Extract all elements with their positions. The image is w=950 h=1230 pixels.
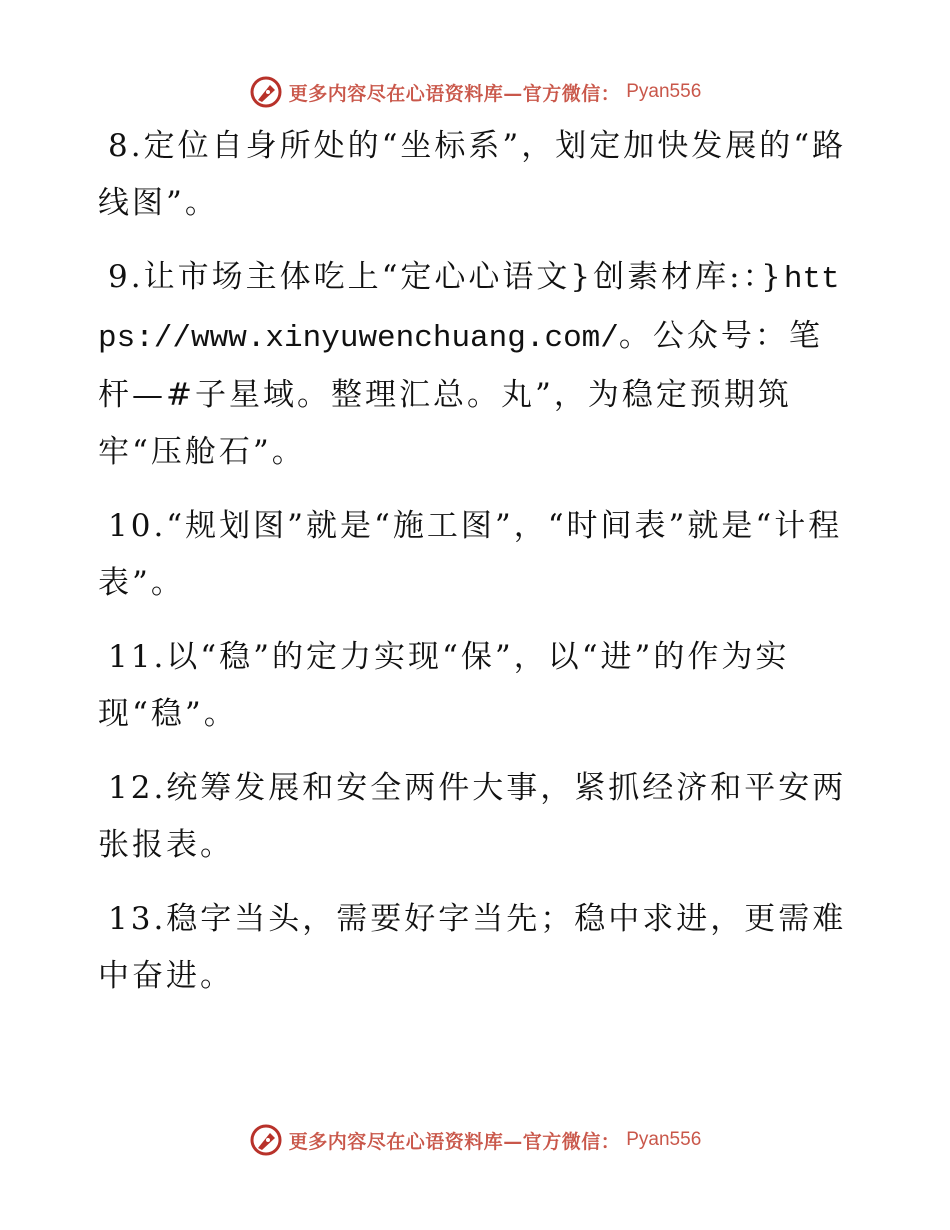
paragraph-8: 8.定位自身所处的“坐标系”，划定加快发展的“路线图”。 [98,128,847,221]
pen-nib-logo-icon [249,75,283,109]
header-watermark-banner [0,72,950,112]
watermark-wechat-id: Pyan556 [626,1129,702,1150]
watermark-text: 更多内容尽在心语资料库—官方微信： [288,1130,621,1153]
paragraph-12: 12.统筹发展和安全两件大事，紧抓经济和平安两张报表。 [98,770,847,863]
paragraph-11: 11.以“稳”的定力实现“保”，以“进”的作为实现“稳”。 [98,639,790,732]
watermark-wechat-id: Pyan556 [626,81,702,102]
paragraph-13: 13.稳字当头，需要好字当先；稳中求进，更需难中奋进。 [98,901,847,994]
pen-nib-logo-icon [249,1123,283,1157]
paragraph-9-url: https://www.xinyuwenchuang.com/ [98,262,840,356]
document-body [98,118,850,1022]
footer-watermark-banner [0,1120,950,1160]
paragraph-9-prefix: 9.让市场主体吃上“定心心语文}创素材库:：} [108,259,784,295]
paragraph-9-suffix: 。公众号：笔杆—#子星域。整理汇总。丸”，为稳定预期筑牢“压舱石”。 [98,318,823,470]
paragraph-10: 10.“规划图”就是“施工图”，“时间表”就是“计程表”。 [98,508,843,601]
paragraph-9 [98,249,850,481]
watermark-text: 更多内容尽在心语资料库—官方微信： [288,82,621,105]
